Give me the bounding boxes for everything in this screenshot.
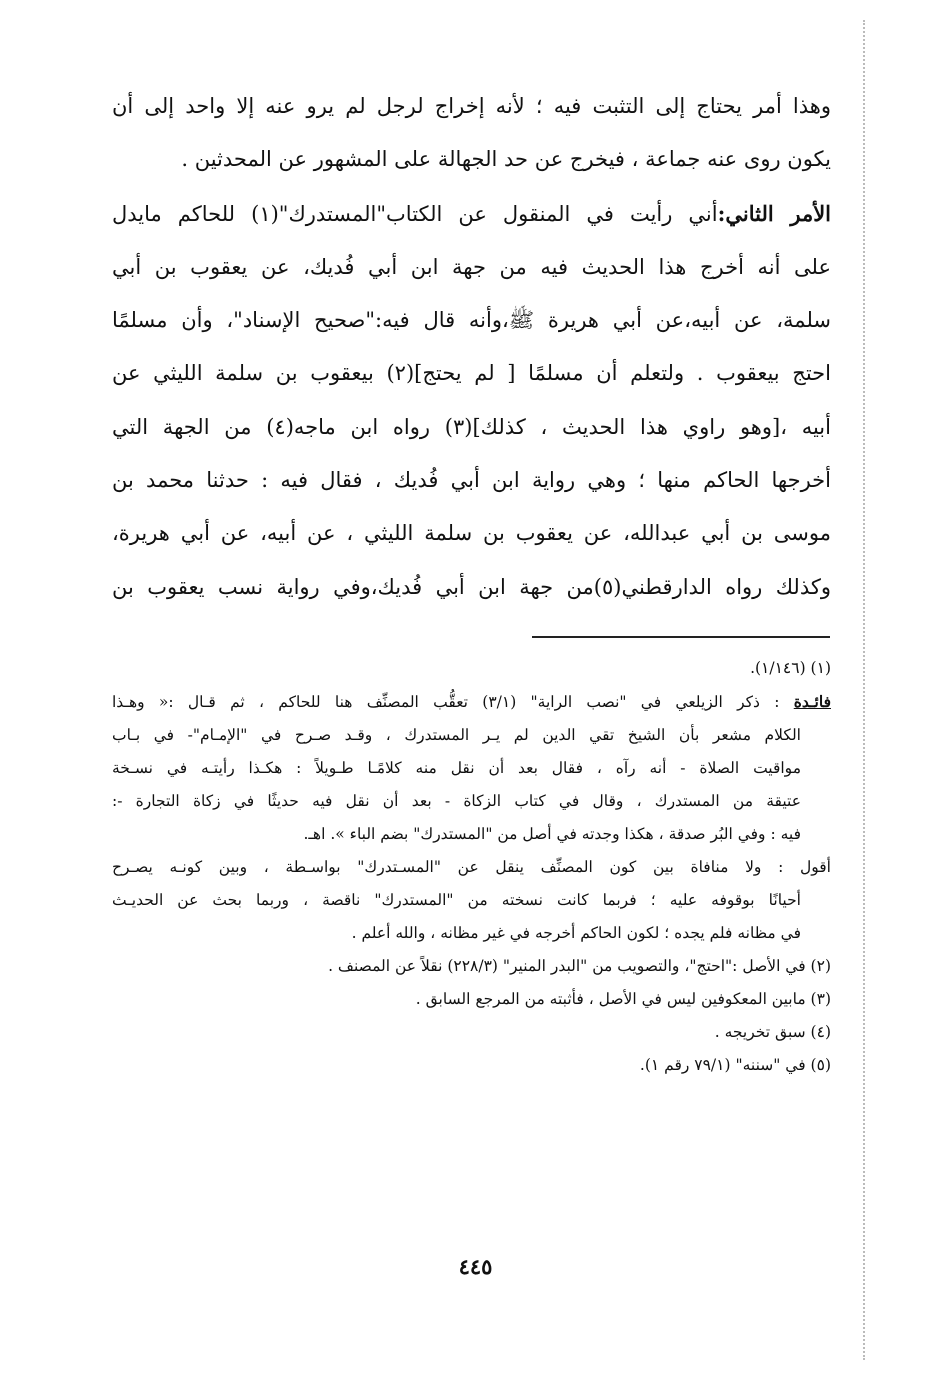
footnote-4: (٤) سبق تخريجه . xyxy=(714,1023,831,1041)
benefit-note-line-3: مواقيت الصلاة - أنه رآه ، فقال بعد أن نقل منه كلامًـا طـويلاً : هكـذا رأيتـه في نسـخة xyxy=(112,759,801,777)
body-line-4: على أنه أخرج هذا الحديث فيه من جهة ابن أبي فُديك، عن يعقوب بن أبي xyxy=(112,254,831,279)
footnote-separator xyxy=(532,636,830,638)
footnote-5: (٥) في "سننه" (٧٩/١ رقم ١). xyxy=(639,1056,831,1074)
body-line-7: أبيه ،[وهو راوي هذا الحديث ، كذلك](٣) رواه ابن ماجه(٤) من الجهة التي xyxy=(112,414,831,439)
comment-line-1: أقول : ولا منافاة بين كون المصنِّف ينقل عن "المسـتدرك" بواسـطة ، وبين كونـه يصـرح xyxy=(112,858,831,876)
body-line-3 xyxy=(112,187,831,241)
comment-line-2: أحيانًا بوقوفه عليه ؛ فربما كانت نسخته من "المستدرك" ناقصة ، وربما بحث عن الحديـث xyxy=(112,891,801,909)
comment-line-3: في مظانه فلم يجده ؛ لكون الحاكم أخرجه في غير مظانه ، والله أعلم . xyxy=(351,924,801,942)
benefit-note-line-2: الكلام مشعر بأن الشيخ تقي الدين لم يـر المستدرك ، وقـد صـرح في "الإمـام"- في بـاب xyxy=(112,726,801,744)
lead-label: الأمر الثاني: xyxy=(717,200,831,226)
body-line-3-text: أني رأيت في المنقول عن الكتاب"المستدرك"(١) للحاكم مايدل xyxy=(112,201,718,226)
body-line-2: يكون روى عنه جماعة ، فيخرج عن حد الجهالة على المشهور عن المحدثين . xyxy=(181,147,831,172)
body-line-8: أخرجها الحاكم منها ؛ وهي رواية ابن أبي فُديك ، فقال فيه : حدثنا محمد بن xyxy=(112,468,831,493)
footnote-1: (١) (١/١٤٦). xyxy=(750,659,831,677)
body-line-5: سلمة، عن أبيه،عن أبي هريرة ﷺ،وأنه قال فيه:"صحيح الإسناد"، وأن مسلمًا xyxy=(112,308,831,333)
body-line-9: موسى بن أبي عبدالله، عن يعقوب بن سلمة الليثي ، عن أبيه، عن أبي هريرة، xyxy=(112,521,831,546)
benefit-note-line-1 xyxy=(112,685,831,719)
footnote-2: (٢) في الأصل :"احتج"، والتصويب من "البدر المنير" (٢٢٨/٣) نقلاً عن المصنف . xyxy=(328,957,831,975)
body-line-6: احتج بيعقوب . ولتعلم أن مسلمًا [ لم يحتج](٢) بيعقوب بن سلمة الليثي عن xyxy=(112,361,831,386)
main-text xyxy=(112,80,831,614)
page-edge-dotted-line xyxy=(863,20,865,1360)
benefit-note-line-5: فيه : وفي البُر صدقة ، هكذا وجدته في أصل من "المستدرك" بضم الباء ». اهـ. xyxy=(303,825,801,843)
footnotes xyxy=(112,652,831,1082)
body-line-10: وكذلك رواه الدارقطني(٥)من جهة ابن أبي فُديك،وفي رواية نسب يعقوب بن xyxy=(112,574,831,599)
page-number: ٤٤٥ xyxy=(458,1254,493,1279)
benefit-line-1-text: : ذكر الزيلعي في "نصب الراية" (٣/١) تعقُّب المصنِّف هنا للحاكم ، ثم قـال :« وهـذا xyxy=(112,693,780,711)
benefit-label: فائـدة xyxy=(793,692,831,711)
body-line-1: وهذا أمر يحتاج إلى التثبت فيه ؛ لأنه إخراج لرجل لم يرو عنه إلا واحد إلى أن xyxy=(112,94,831,118)
benefit-note-line-4: عتيقة من المستدرك ، وقال في كتاب الزكاة - بعد أن نقل فيه حديثًا في زكاة التجارة -: xyxy=(112,792,801,810)
footnote-3: (٣) مابين المعكوفين ليس في الأصل ، فأثبته من المرجع السابق . xyxy=(415,990,831,1008)
